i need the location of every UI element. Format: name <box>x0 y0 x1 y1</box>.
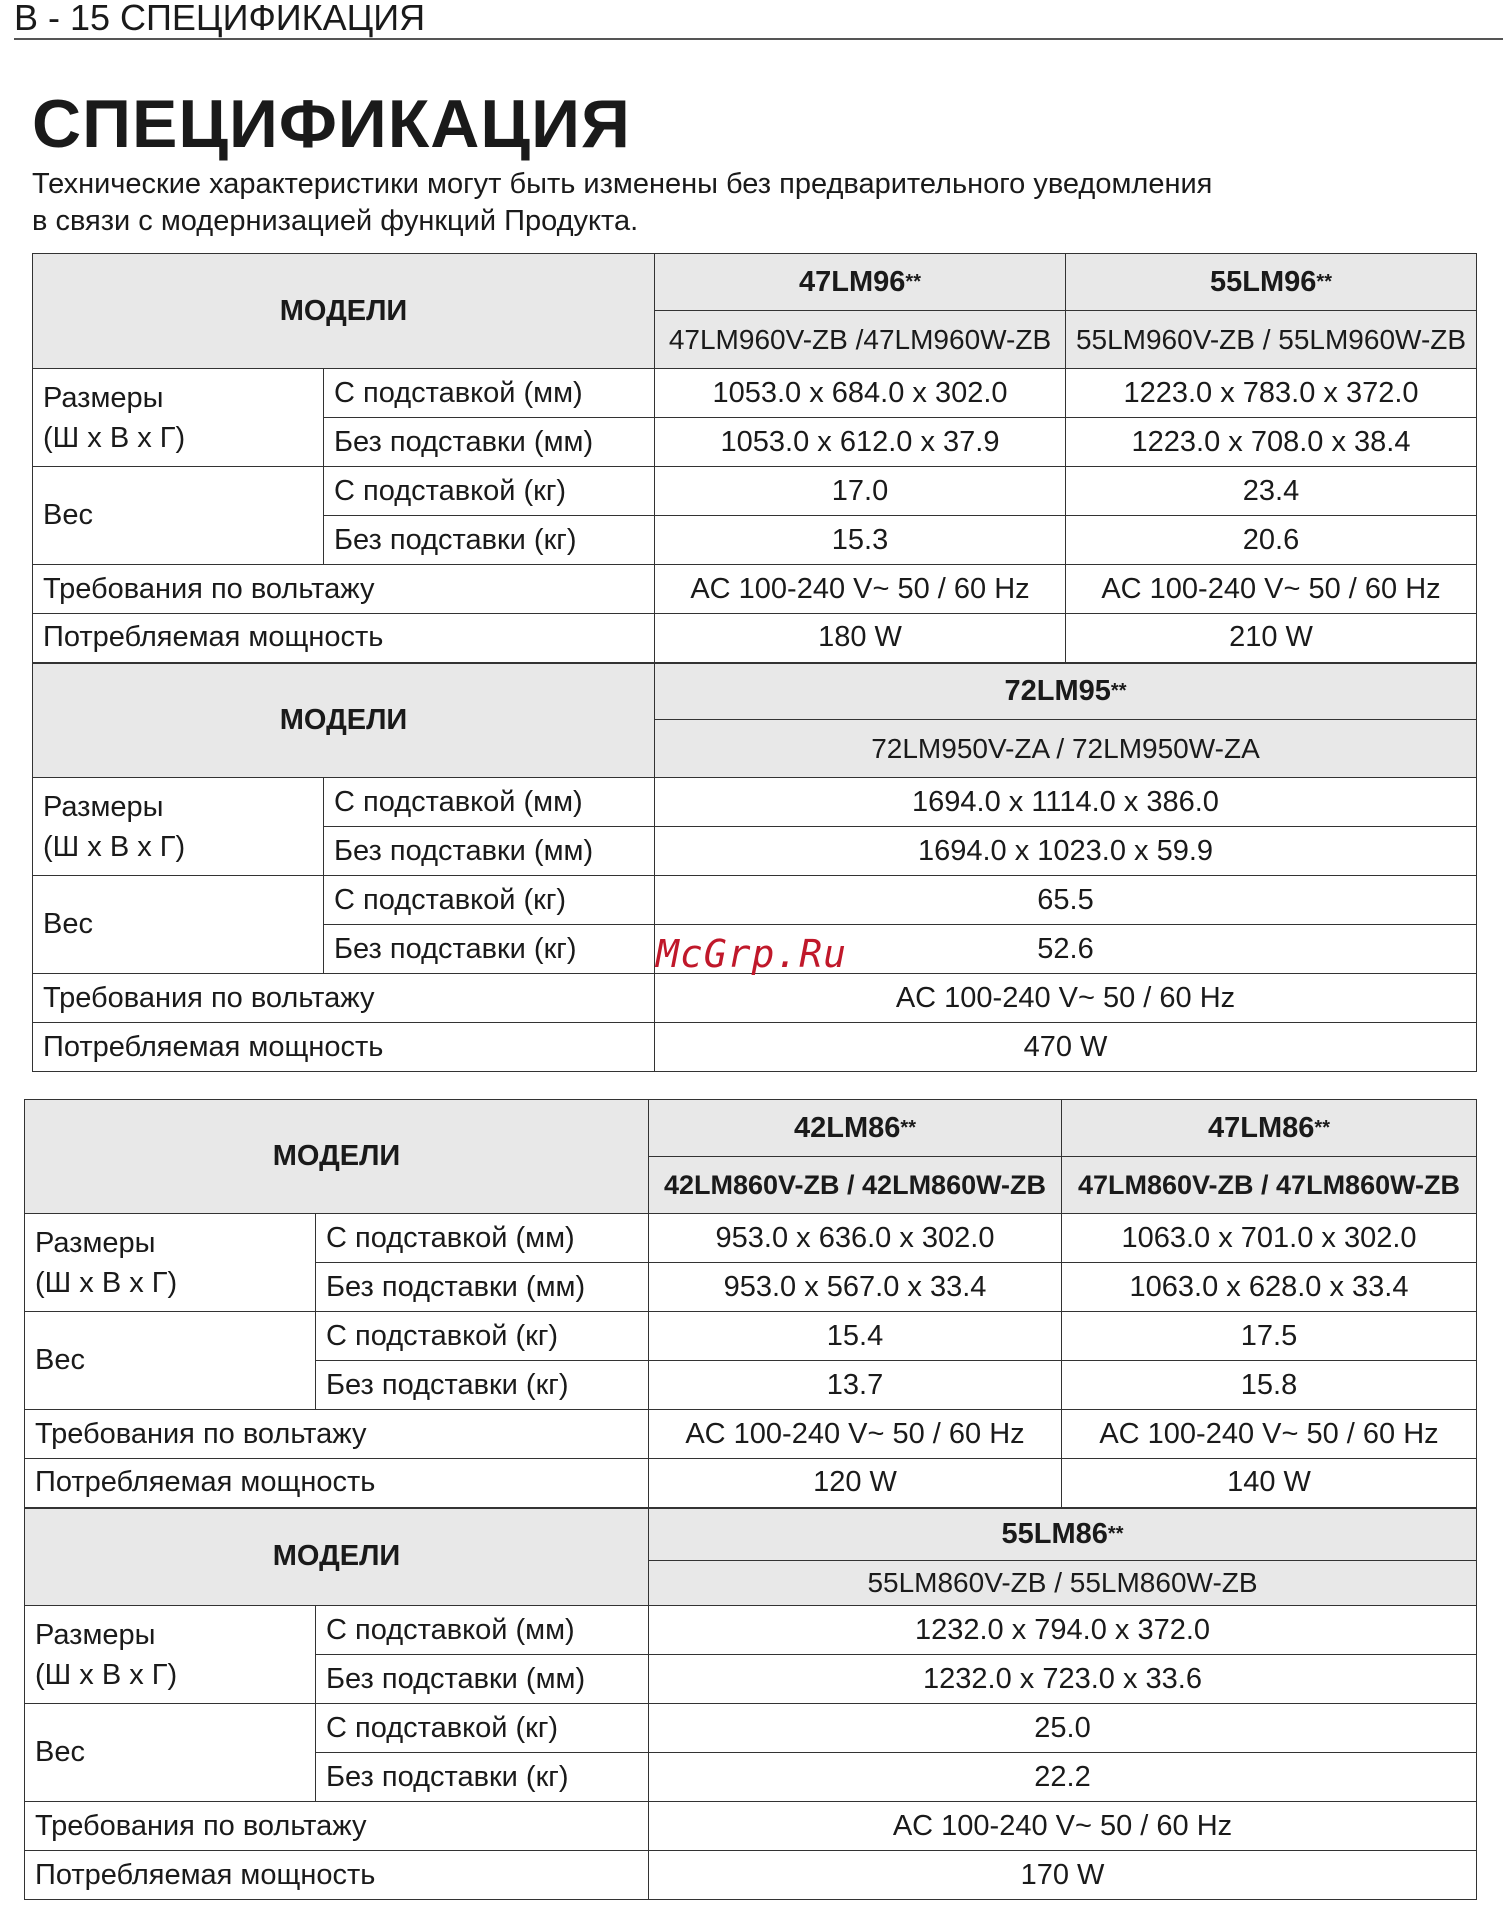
dim-without-stand-value: 1232.0 x 723.0 x 33.6 <box>649 1655 1477 1704</box>
voltage-value: AC 100-240 V~ 50 / 60 Hz <box>649 1802 1477 1851</box>
voltage-value: AC 100-240 V~ 50 / 60 Hz <box>655 565 1066 614</box>
dim-with-stand-value: 1053.0 x 684.0 x 302.0 <box>655 369 1066 418</box>
power-label: Потребляемая мощность <box>25 1851 649 1900</box>
with-stand-mm-label: С подставкой (мм) <box>316 1214 649 1263</box>
weight-label: Вес <box>25 1312 316 1410</box>
spec-table-lm86 <box>24 1099 1477 1900</box>
without-stand-kg-label: Без подставки (кг) <box>324 925 655 974</box>
dim-without-stand-value: 1063.0 x 628.0 x 33.4 <box>1062 1263 1477 1312</box>
weight-without-stand-value: 15.3 <box>655 516 1066 565</box>
weight-with-stand-value: 65.5 <box>655 876 1477 925</box>
voltage-value: AC 100-240 V~ 50 / 60 Hz <box>655 974 1477 1023</box>
weight-with-stand-value: 17.5 <box>1062 1312 1477 1361</box>
model-variants: 42LM860V-ZB / 42LM860W-ZB <box>649 1157 1062 1214</box>
voltage-value: AC 100-240 V~ 50 / 60 Hz <box>649 1410 1062 1459</box>
model-header: 47LM96** <box>655 254 1066 311</box>
weight-with-stand-value: 25.0 <box>649 1704 1477 1753</box>
model-header: 55LM86** <box>649 1508 1477 1561</box>
voltage-label: Требования по вольтажу <box>25 1802 649 1851</box>
page-title: СПЕЦИФИКАЦИЯ <box>32 86 631 162</box>
model-variants: 55LM960V-ZB / 55LM960W-ZB <box>1066 311 1477 369</box>
dim-without-stand-value: 1223.0 x 708.0 x 38.4 <box>1066 418 1477 467</box>
watermark-text: McGrp.Ru <box>656 932 848 976</box>
weight-with-stand-value: 15.4 <box>649 1312 1062 1361</box>
dim-with-stand-value: 1223.0 x 783.0 x 372.0 <box>1066 369 1477 418</box>
weight-label: Вес <box>25 1704 316 1802</box>
without-stand-kg-label: Без подставки (кг) <box>324 516 655 565</box>
weight-without-stand-value: 52.6 <box>655 925 1477 974</box>
without-stand-mm-label: Без подставки (мм) <box>316 1655 649 1704</box>
subtitle <box>32 166 1212 240</box>
with-stand-mm-label: С подставкой (мм) <box>324 369 655 418</box>
weight-without-stand-value: 20.6 <box>1066 516 1477 565</box>
weight-label: Вес <box>33 876 324 974</box>
voltage-label: Требования по вольтажу <box>25 1410 649 1459</box>
models-label: МОДЕЛИ <box>33 254 655 369</box>
model-header: 72LM95** <box>655 663 1477 720</box>
without-stand-kg-label: Без подставки (кг) <box>316 1361 649 1410</box>
dim-without-stand-value: 953.0 x 567.0 x 33.4 <box>649 1263 1062 1312</box>
with-stand-kg-label: С подставкой (кг) <box>324 876 655 925</box>
dimensions-label: Размеры (Ш x В x Г) <box>25 1214 316 1312</box>
weight-without-stand-value: 13.7 <box>649 1361 1062 1410</box>
power-label: Потребляемая мощность <box>33 614 655 663</box>
power-label: Потребляемая мощность <box>33 1023 655 1072</box>
power-value: 210 W <box>1066 614 1477 663</box>
power-value: 180 W <box>655 614 1066 663</box>
with-stand-mm-label: С подставкой (мм) <box>324 778 655 827</box>
dimensions-label: Размеры (Ш x В x Г) <box>25 1606 316 1704</box>
weight-with-stand-value: 17.0 <box>655 467 1066 516</box>
model-variants: 72LM950V-ZA / 72LM950W-ZA <box>655 720 1477 778</box>
model-header: 47LM86** <box>1062 1100 1477 1157</box>
power-value: 120 W <box>649 1459 1062 1508</box>
model-header: 55LM96** <box>1066 254 1477 311</box>
models-label: МОДЕЛИ <box>25 1100 649 1214</box>
weight-with-stand-value: 23.4 <box>1066 467 1477 516</box>
model-variants: 47LM960V-ZB /47LM960W-ZB <box>655 311 1066 369</box>
dimensions-label: Размеры (Ш x В x Г) <box>33 369 324 467</box>
weight-label: Вес <box>33 467 324 565</box>
voltage-label: Требования по вольтажу <box>33 565 655 614</box>
voltage-value: AC 100-240 V~ 50 / 60 Hz <box>1066 565 1477 614</box>
dim-without-stand-value: 1053.0 x 612.0 x 37.9 <box>655 418 1066 467</box>
with-stand-kg-label: С подставкой (кг) <box>316 1704 649 1753</box>
models-label: МОДЕЛИ <box>33 663 655 778</box>
subtitle-line-1: Технические характеристики могут быть изменены без предварительного уведомления <box>32 168 1213 200</box>
model-variants: 47LM860V-ZB / 47LM860W-ZB <box>1062 1157 1477 1214</box>
models-label: МОДЕЛИ <box>25 1508 649 1606</box>
dim-with-stand-value: 1232.0 x 794.0 x 372.0 <box>649 1606 1477 1655</box>
subtitle-line-2: в связи с модернизацией функций Продукта. <box>32 205 639 237</box>
dim-without-stand-value: 1694.0 x 1023.0 x 59.9 <box>655 827 1477 876</box>
dim-with-stand-value: 953.0 x 636.0 x 302.0 <box>649 1214 1062 1263</box>
power-label: Потребляемая мощность <box>25 1459 649 1508</box>
without-stand-kg-label: Без подставки (кг) <box>316 1753 649 1802</box>
power-value: 470 W <box>655 1023 1477 1072</box>
dim-with-stand-value: 1694.0 x 1114.0 x 386.0 <box>655 778 1477 827</box>
without-stand-mm-label: Без подставки (мм) <box>316 1263 649 1312</box>
voltage-value: AC 100-240 V~ 50 / 60 Hz <box>1062 1410 1477 1459</box>
with-stand-kg-label: С подставкой (кг) <box>324 467 655 516</box>
with-stand-mm-label: С подставкой (мм) <box>316 1606 649 1655</box>
voltage-label: Требования по вольтажу <box>33 974 655 1023</box>
without-stand-mm-label: Без подставки (мм) <box>324 418 655 467</box>
weight-without-stand-value: 22.2 <box>649 1753 1477 1802</box>
power-value: 140 W <box>1062 1459 1477 1508</box>
page-header: B - 15 СПЕЦИФИКАЦИЯ <box>14 0 1503 40</box>
model-variants: 55LM860V-ZB / 55LM860W-ZB <box>649 1561 1477 1606</box>
with-stand-kg-label: С подставкой (кг) <box>316 1312 649 1361</box>
without-stand-mm-label: Без подставки (мм) <box>324 827 655 876</box>
model-header: 42LM86** <box>649 1100 1062 1157</box>
dimensions-label: Размеры (Ш x В x Г) <box>33 778 324 876</box>
dim-with-stand-value: 1063.0 x 701.0 x 302.0 <box>1062 1214 1477 1263</box>
weight-without-stand-value: 15.8 <box>1062 1361 1477 1410</box>
power-value: 170 W <box>649 1851 1477 1900</box>
